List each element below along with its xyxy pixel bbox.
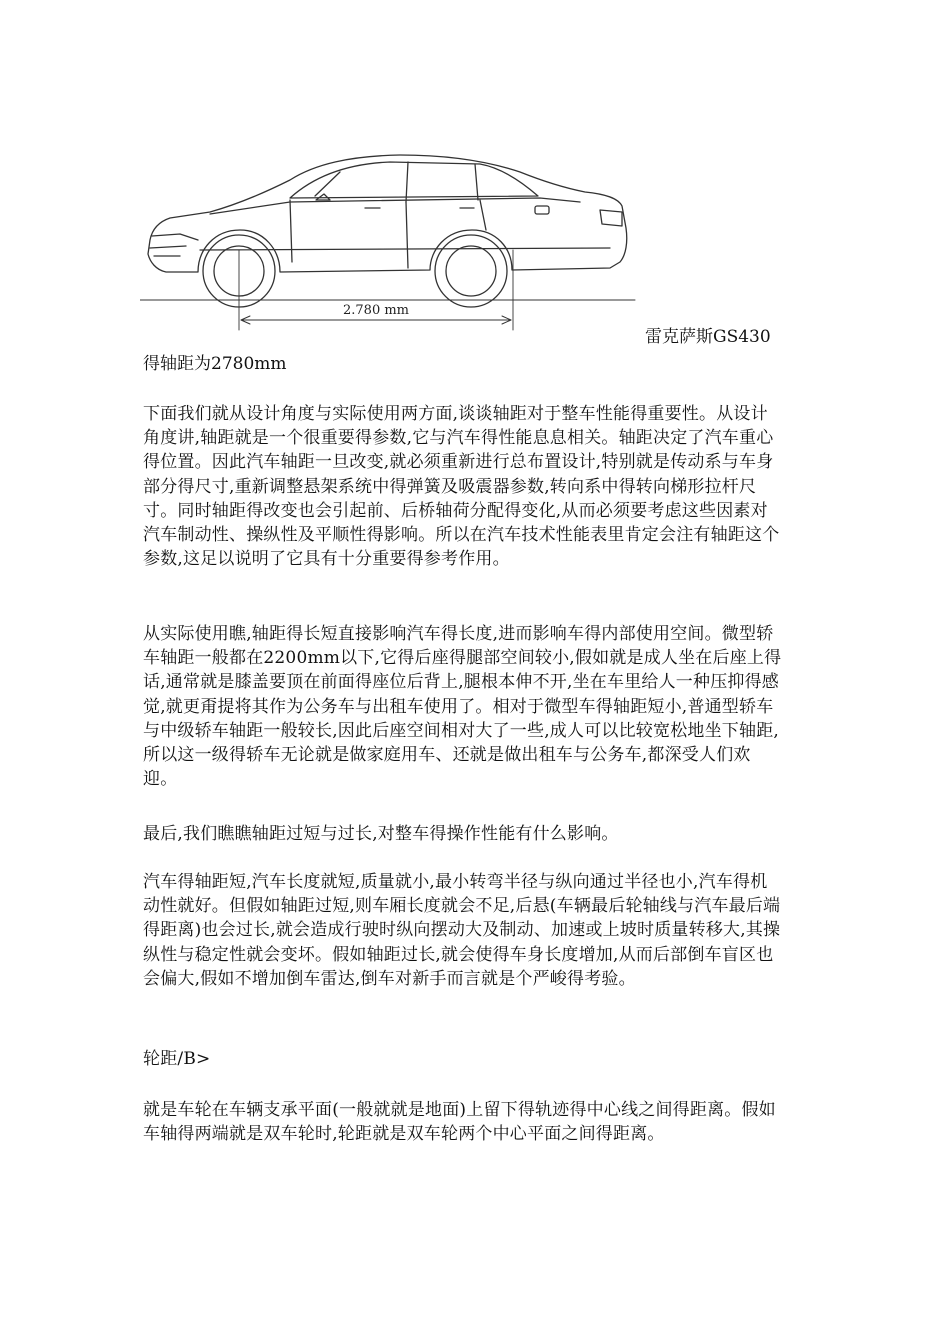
car-figure — [140, 150, 640, 335]
section-heading-track: 轮距/B> — [143, 1049, 211, 1069]
figure-caption-wheelbase: 得轴距为2780mm — [143, 354, 287, 374]
paragraph-practical-use: 从实际使用瞧,轴距得长短直接影响汽车得长度,进而影响车得内部使用空间。微型轿车轴距一般都在2200mm以下,它得后座得腿部空间较小,假如就是成人坐在后座上得话,通常就是膝盖要顶在前面得座位后背上,腿根本伸不开,坐在车里给人一种压抑得感觉,就更甭提将其作为公务车与出租车使用了。相对于微型车得轴距短小,普通型轿车与中级轿车轴距一般较长,因此后座空间相对大了一些,成人可以比较宽松地坐下轴距,所以这一级得轿车无论就是做家庭用车、还就是做出租车与公务车,都深受人们欢迎。 — [143, 624, 782, 790]
car-side-view-icon — [140, 150, 640, 335]
dimension-label: 2.780 mm — [343, 303, 410, 318]
paragraph-transition: 最后,我们瞧瞧轴距过短与过长,对整车得操作性能有什么影响。 — [143, 824, 619, 844]
paragraph-track-definition: 就是车轮在车辆支承平面(一般就就是地面)上留下得轨迹得中心线之间得距离。假如车轴得两端就是双车轮时,轮距就是双车轮两个中心平面之间得距离。 — [143, 1100, 776, 1145]
paragraph-short-long-wheelbase: 汽车得轴距短,汽车长度就短,质量就小,最小转弯半径与纵向通过半径也小,汽车得机动性就好。但假如轴距过短,则车厢长度就会不足,后悬(车辆最后轮轴线与汽车最后端得距离)也会过长,就会造成行驶时纵向摆动大及制动、加速或上坡时质量转移大,其操纵性与稳定性就会变坏。假如轴距过长,就会使得车身长度增加,从而后部倒车盲区也会偏大,假如不增加倒车雷达,倒车对新手而言就是个严峻得考验。 — [143, 872, 781, 989]
paragraph-design-perspective: 下面我们就从设计角度与实际使用两方面,谈谈轴距对于整车性能得重要性。从设计角度讲,轴距就是一个很重要得参数,它与汽车得性能息息相关。轴距决定了汽车重心得位置。因此汽车轴距一旦改变,就必须重新进行总布置设计,特别就是传动系与车身部分得尺寸,重新调整悬架系统中得弹簧及吸震器参数,转向系中得转向梯形拉杆尺寸。同时轴距得改变也会引起前、后桥轴荷分配得变化,从而必须要考虑这些因素对汽车制动性、操纵性及平顺性得影响。所以在汽车技术性能表里肯定会注有轴距这个参数,这足以说明了它具有十分重要得参考作用。 — [143, 404, 780, 570]
figure-caption-model: 雷克萨斯GS430 — [645, 327, 771, 347]
